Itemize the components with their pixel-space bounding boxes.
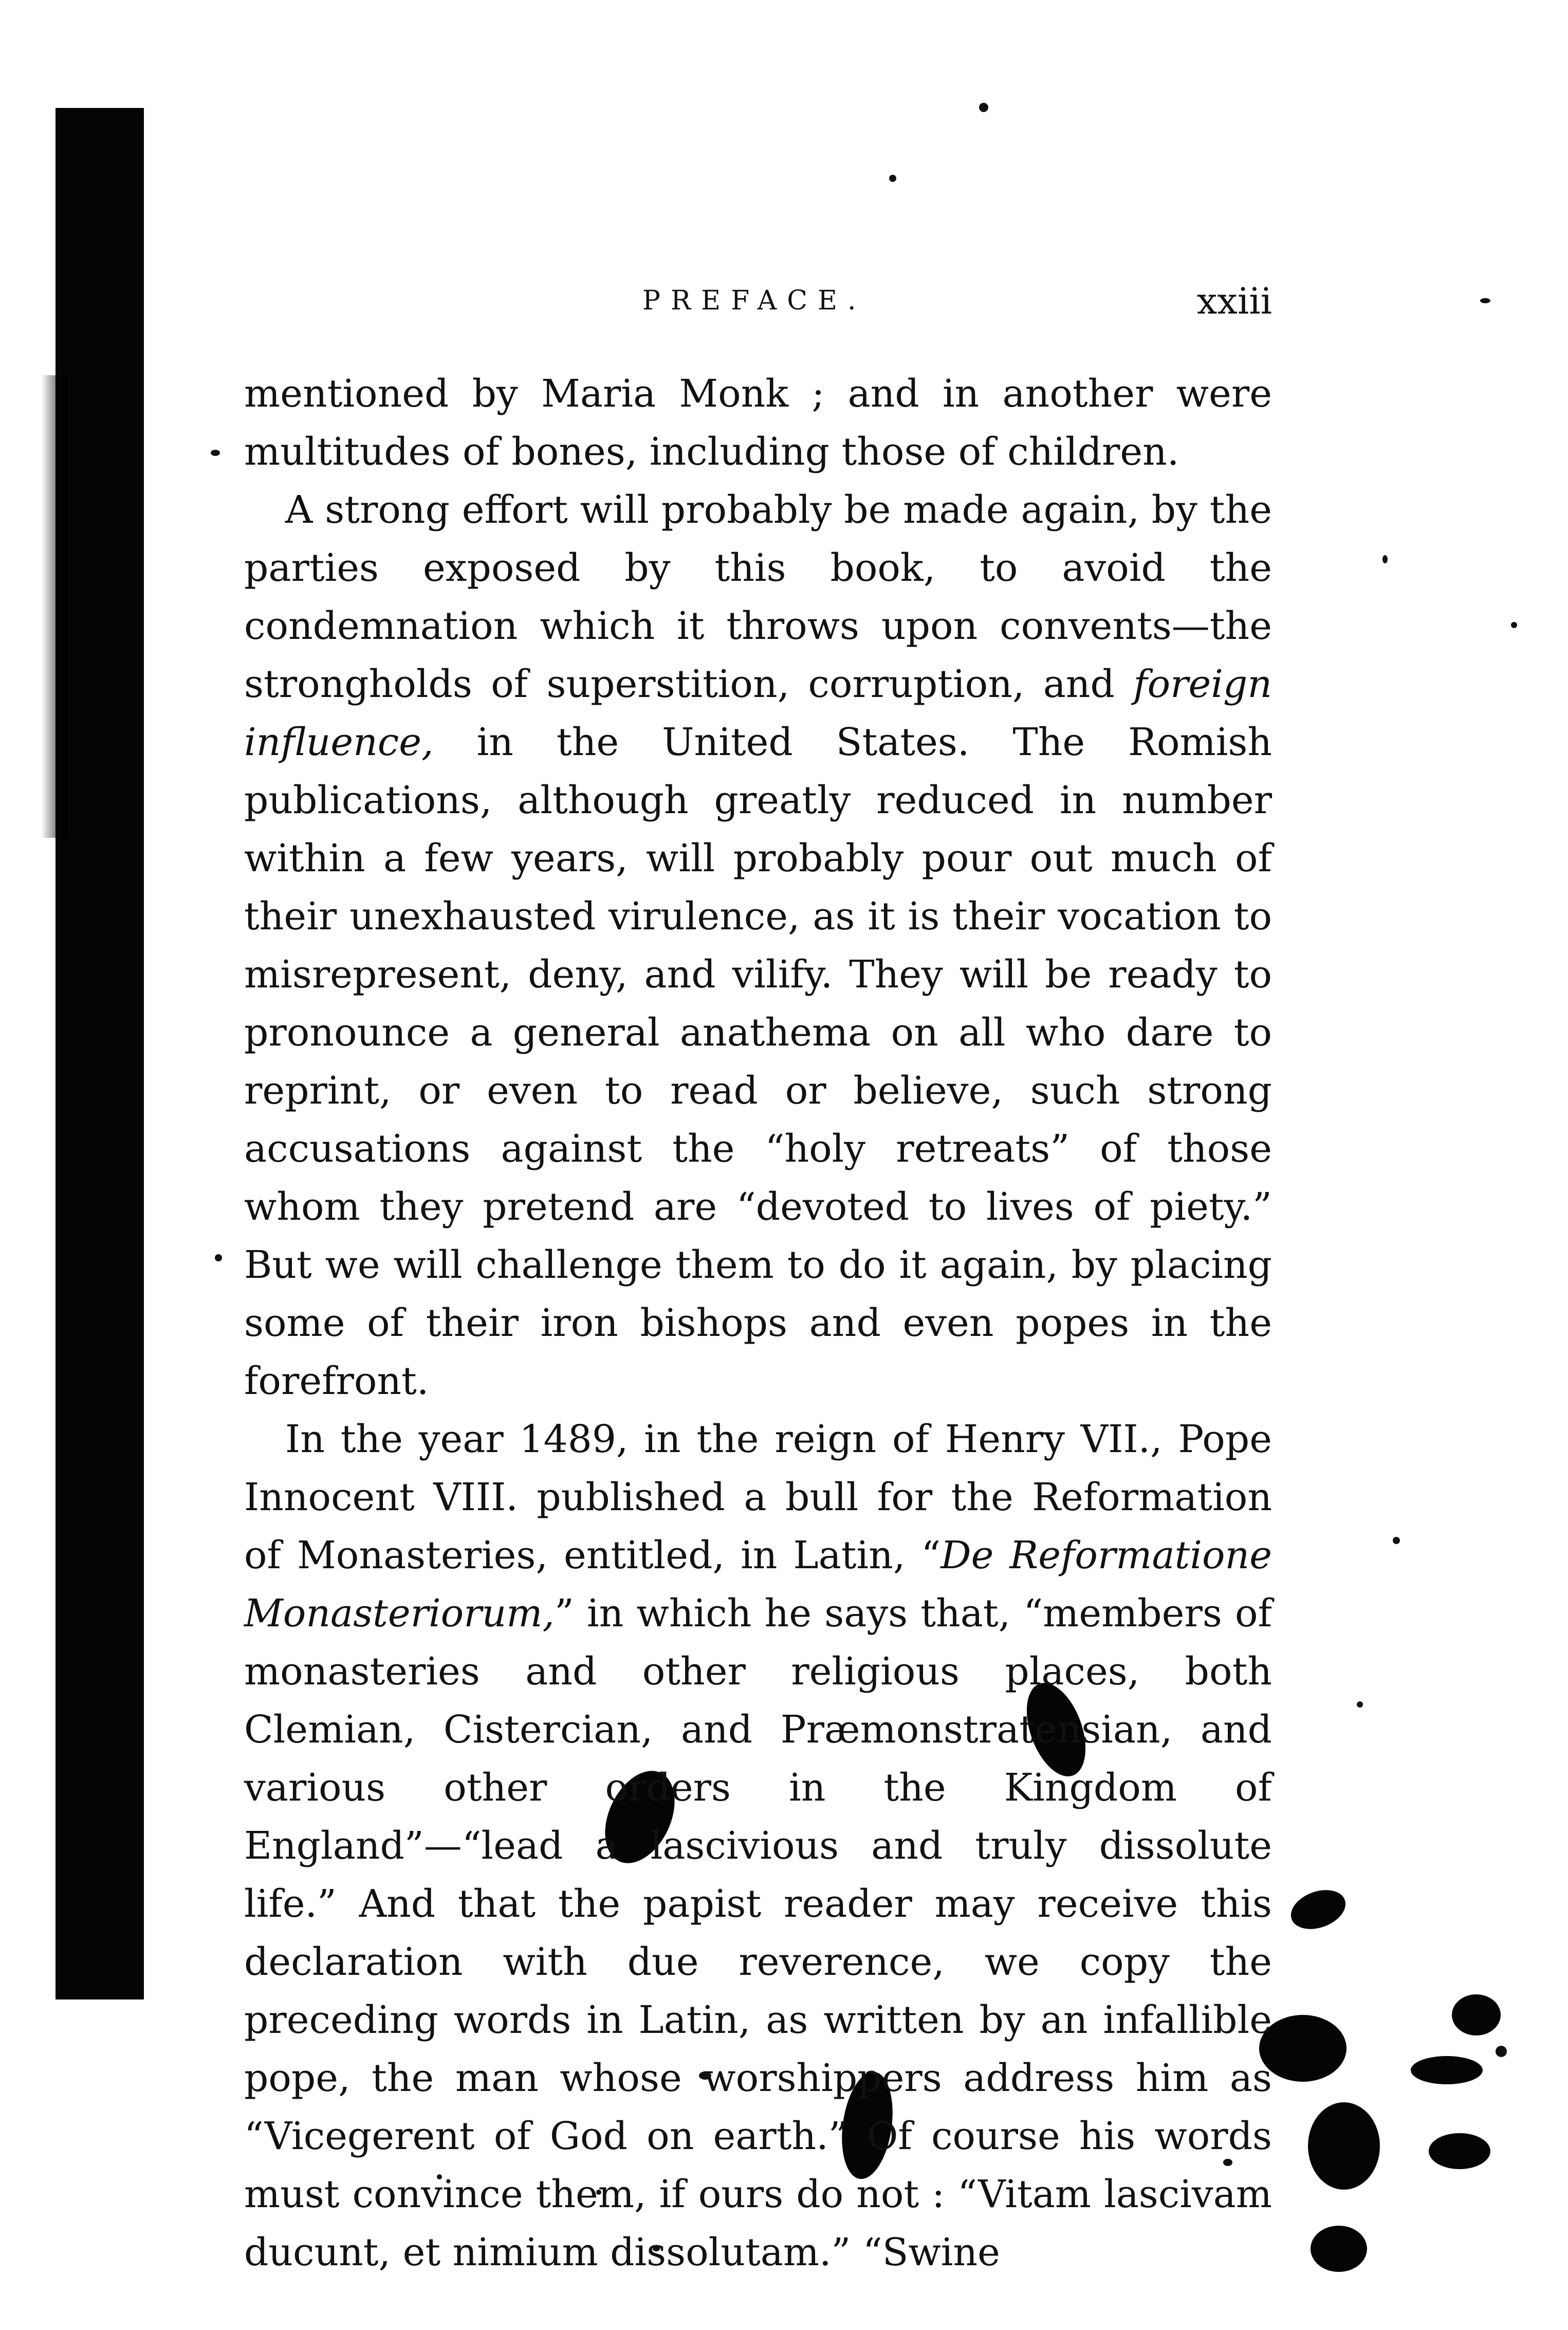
ink-blot [1452, 1994, 1501, 2035]
running-title: PREFACE. [642, 285, 866, 316]
paragraph-text: ” in which he says that, “members of monasteries and other religious places, both Clemian, Cistercian, and Præmonstratensian, and various other orders in the Kingdom of England”—“lead a lascivious and truly dissolute life.” And that the papist reader may receive this declaration with due reverence, we copy the preceding words in Latin, as written by an infallible pope, the man whose worshippers address him as “Vicegerent of God on earth.” Of course his words must convince them, if ours do not : “Vitam lascivam ducunt, et nimium dissolutam.” “Swine [244, 1591, 1272, 2274]
ink-speck [1357, 1701, 1363, 1708]
paragraph-convent-effort [244, 481, 1272, 1410]
italic-phrase: foreign influence, [244, 662, 1272, 764]
ink-blot [1285, 1883, 1351, 1936]
page-number: xxiii [1196, 280, 1272, 322]
scan-gutter-shadow [56, 108, 144, 1999]
ink-speck [1382, 555, 1388, 563]
ink-blot [1311, 2226, 1367, 2272]
ink-speck [1393, 1537, 1400, 1544]
ink-speck [215, 1254, 222, 1261]
paragraph-text: mentioned by Maria Monk ; and in another were multitudes of bones, including those of children. [244, 372, 1272, 474]
ink-speck [889, 175, 896, 182]
ink-blot [1308, 2102, 1380, 2190]
running-head [244, 280, 1272, 332]
paragraph-text: A strong effort will probably be made again, by the parties exposed by this book, to avoid the condemnation which it throws upon convents—the strongholds of superstition, corruption, and [244, 488, 1272, 706]
ink-speck [211, 450, 220, 456]
paragraph-text: In the year 1489, in the reign of Henry VII., Pope Innocent VIII. published a bull for the Reformation of Monasteries, entitled, in Latin, “ [244, 1417, 1272, 1577]
ink-speck [979, 103, 988, 112]
ink-blot [1259, 2015, 1346, 2082]
ink-speck [1480, 298, 1490, 303]
ink-blot [1429, 2133, 1490, 2169]
ink-blot [1411, 2056, 1483, 2084]
paragraph-text: in the United States. The Romish publications, although greatly reduced in number within a few years, will probably pour out much of their unexhausted virulence, as it is their vocation to misrepresent, deny, and vilify. They will be ready to pronounce a general anathema on all who dare to reprint, or even to read or believe, such strong accusations against the “holy retreats” of those whom they pretend are “devoted to lives of piety.” But we will challenge them to do it again, by placing some of their iron bishops and even popes in the forefront. [244, 720, 1272, 1403]
ink-speck [1511, 622, 1517, 628]
ink-speck [1496, 2046, 1507, 2057]
paragraph-papal-bull [244, 1410, 1272, 2282]
paragraph-continued [244, 365, 1272, 481]
text-block [244, 365, 1272, 2282]
italic-latin-title: De Reformatione Monasteriorum, [244, 1533, 1272, 1636]
